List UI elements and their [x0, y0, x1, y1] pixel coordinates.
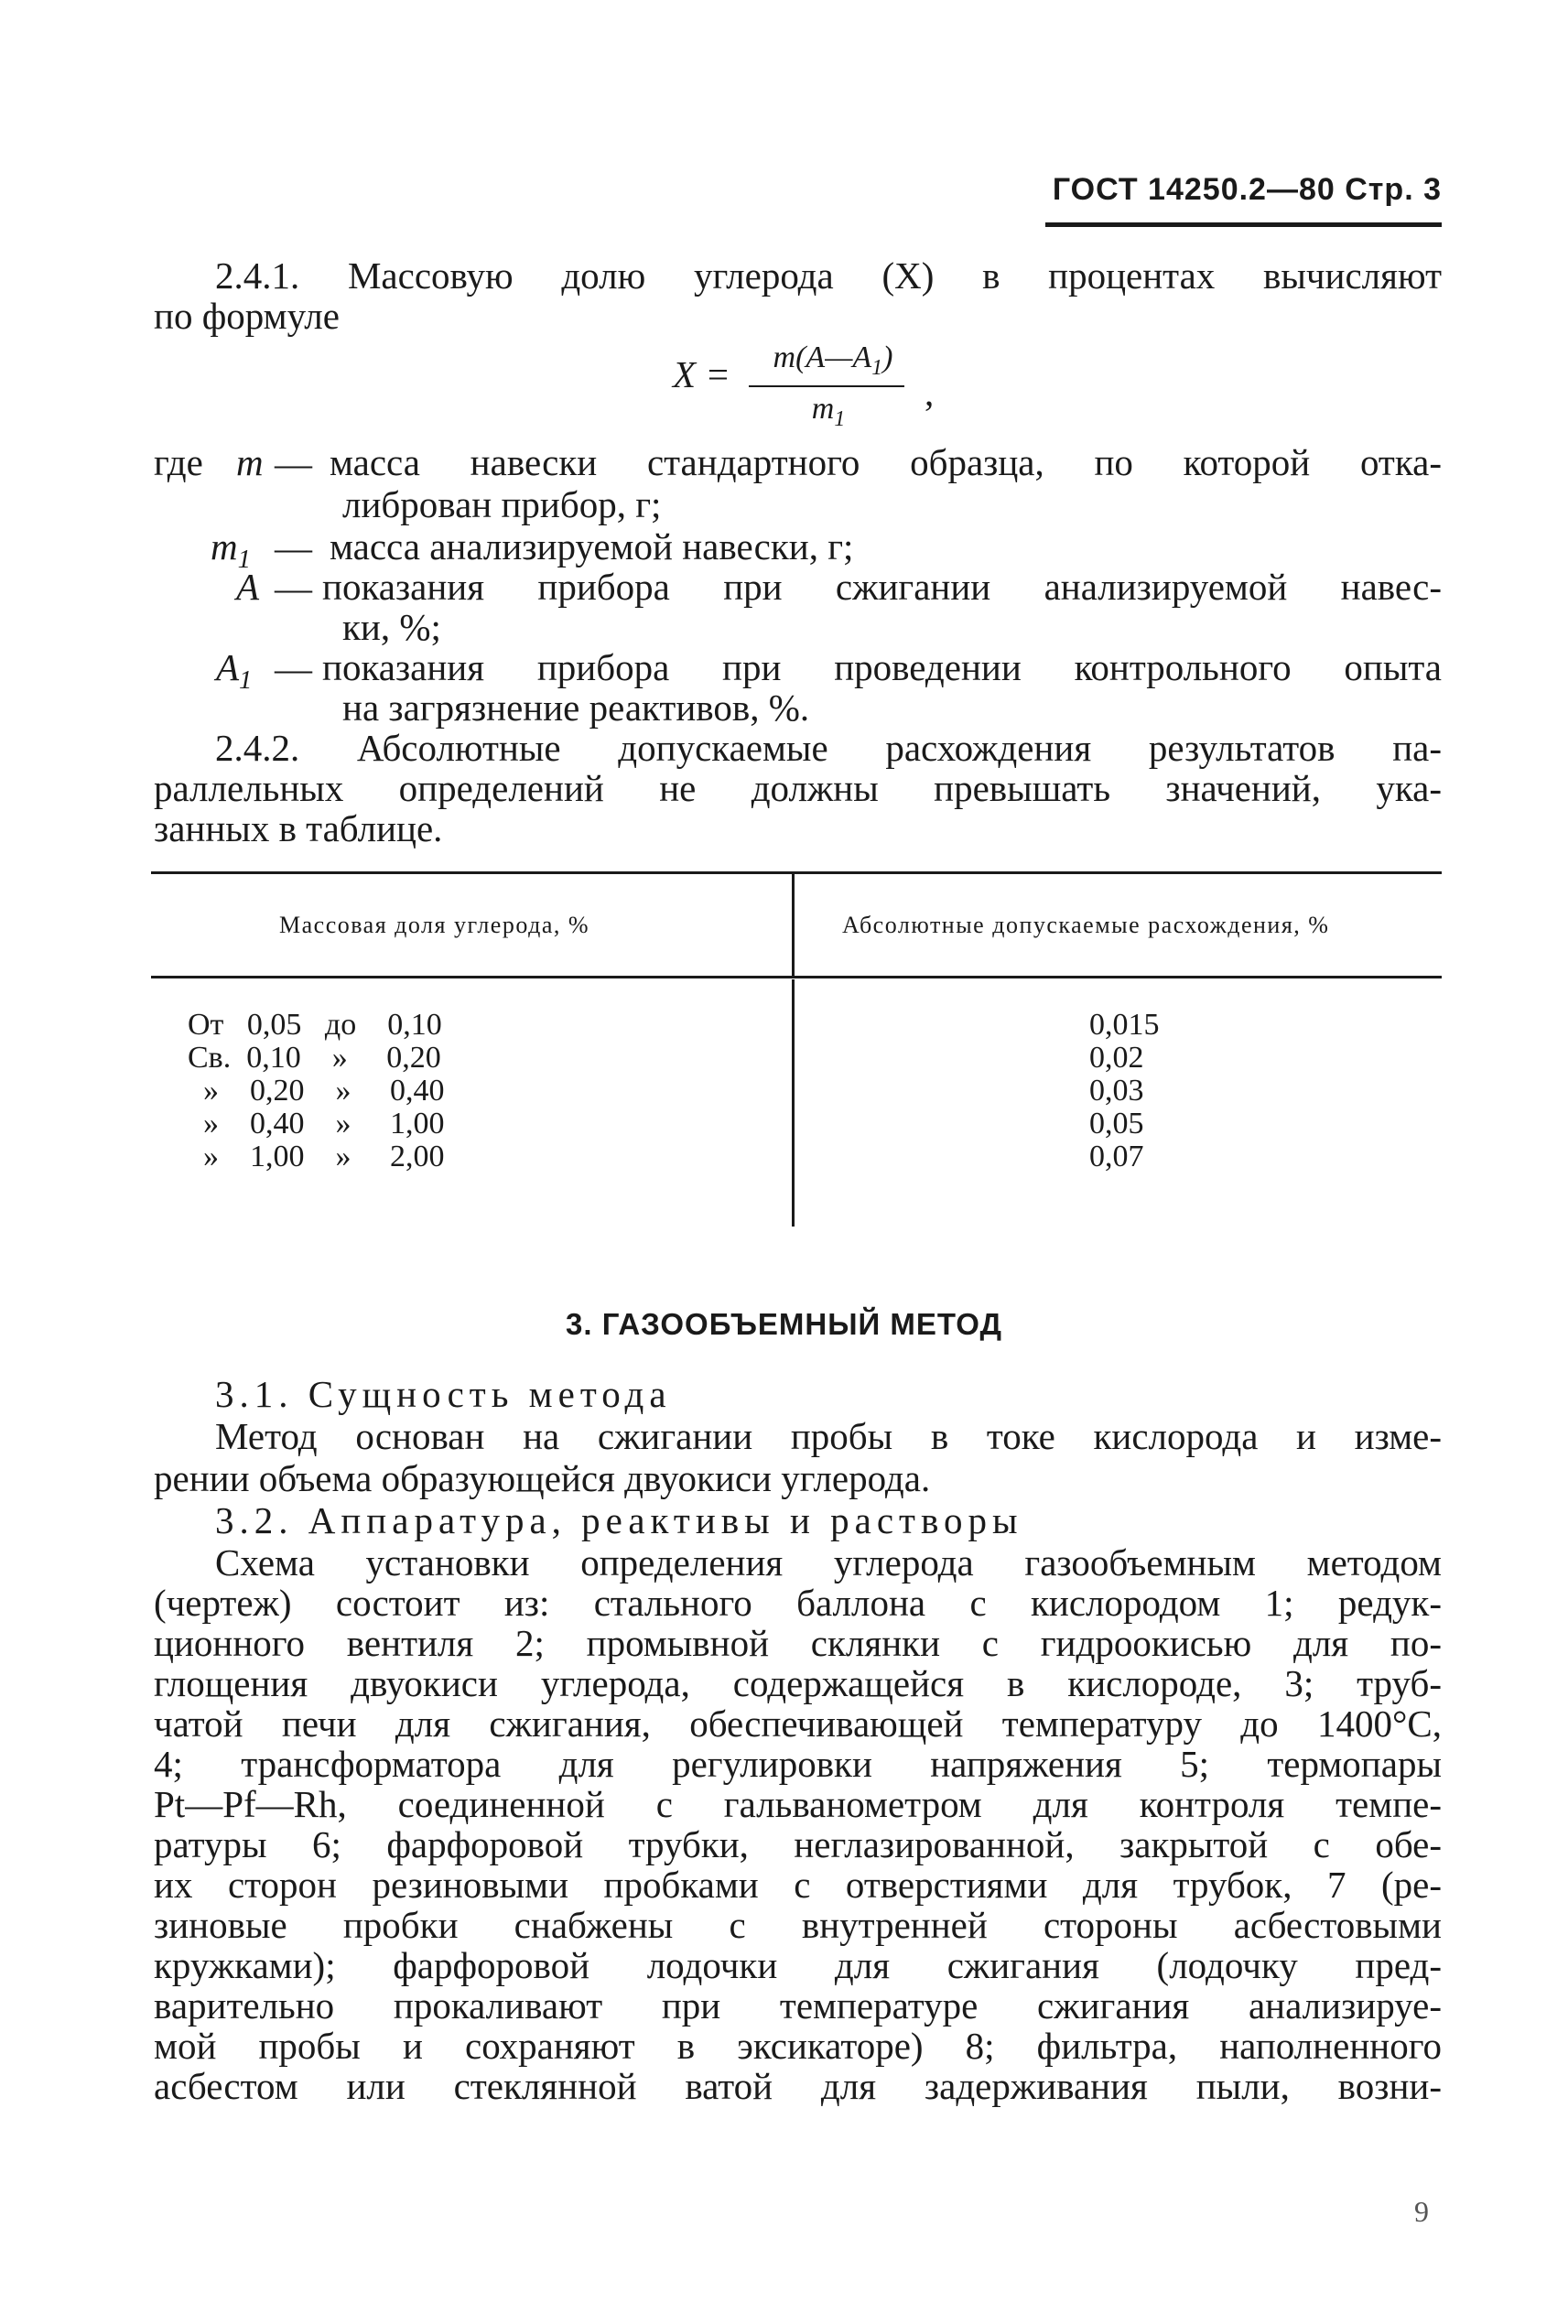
- paragraph-32-line-9: их сторон резиновыми пробками с отверстиями для трубок, 7 (ре-: [154, 1864, 1442, 1906]
- table-row-4-value: 0,05: [1089, 1107, 1144, 1140]
- table-body-divider: [792, 979, 795, 1227]
- term-a: A: [236, 566, 260, 608]
- paragraph-32-line-11: кружками); фарфоровой лодочки для сжигания (лодочку пред-: [154, 1944, 1442, 1986]
- table-row-1-range: От 0,05 до 0,10: [188, 1008, 442, 1042]
- table-row-5-value: 0,07: [1089, 1140, 1144, 1173]
- table-header-carbon: Массовая доля углерода, %: [279, 912, 590, 938]
- table-header-divider: [792, 871, 795, 976]
- paragraph-242-line-1: 2.4.2. Абсолютные допускаемые расхождения результатов па-: [215, 727, 1442, 769]
- header-rule: [1045, 222, 1442, 227]
- def-m1-line-1: масса анализируемой навески, г;: [330, 525, 854, 567]
- def-a1-line-2: на загрязнение реактивов, %.: [342, 686, 810, 729]
- def-a1-line-1: показания прибора при проведении контрольного опыта: [322, 646, 1442, 688]
- paragraph-32-line-1: Схема установки определения углерода газообъемным методом: [215, 1541, 1442, 1584]
- paragraph-32-line-13: мой пробы и сохраняют в эксикаторе) 8; фильтра, наполненного: [154, 2025, 1442, 2067]
- fraction-bar: [749, 385, 904, 387]
- table-header-tolerance: Абсолютные допускаемые расхождения, %: [842, 912, 1330, 938]
- paragraph-241-line-2: по формуле: [154, 295, 340, 337]
- paragraph-32-line-12: варительно прокаливают при температуре сжигания анализируе-: [154, 1984, 1442, 2027]
- formula-numerator: $m(A—A_1)$: [773, 340, 893, 380]
- table-row-2-range: Св. 0,10 » 0,20: [188, 1041, 441, 1075]
- dash-m1: —: [275, 526, 312, 568]
- paragraph-32-line-2: (чертеж) состоит из: стального баллона с кислородом 1; редук-: [154, 1582, 1442, 1624]
- table-row-5-range: » 1,00 » 2,00: [188, 1140, 445, 1173]
- term-m1: $m_1$: [211, 525, 251, 575]
- paragraph-32-line-10: зиновые пробки снабжены с внутренней стороны асбестовыми: [154, 1904, 1442, 1946]
- table-row-3-range: » 0,20 » 0,40: [188, 1074, 445, 1108]
- page-header: ГОСТ 14250.2—80 Стр. 3: [1052, 172, 1442, 207]
- table-row-3-value: 0,03: [1089, 1074, 1144, 1108]
- section-3-title: 3. ГАЗООБЪЕМНЫЙ МЕТОД: [566, 1307, 1002, 1341]
- where-label: где: [154, 441, 203, 483]
- table-row-2-value: 0,02: [1089, 1041, 1144, 1075]
- paragraph-32-line-4: глощения двуокиси углерода, содержащейся в кислороде, 3; труб-: [154, 1662, 1442, 1704]
- term-m: m: [236, 441, 264, 483]
- def-a-line-1: показания прибора при сжигании анализируемой навес-: [322, 566, 1442, 608]
- paragraph-32-line-5: чатой печи для сжигания, обеспечивающей температуру до 1400°С,: [154, 1702, 1442, 1745]
- paragraph-32-line-14: асбестом или стеклянной ватой для задерживания пыли, возни-: [154, 2065, 1442, 2107]
- dash-a1: —: [275, 647, 312, 689]
- def-m-line-1: масса навески стандартного образца, по которой отка-: [330, 441, 1442, 483]
- paragraph-32-line-8: ратуры 6; фарфоровой трубки, неглазированной, закрытой с обе-: [154, 1823, 1442, 1865]
- table-row-1-value: 0,015: [1089, 1008, 1160, 1042]
- dash-a: —: [275, 567, 312, 609]
- formula-lhs: X =: [673, 353, 730, 395]
- page-number: 9: [1414, 2195, 1429, 2228]
- paragraph-241-line-1: 2.4.1. Массовую долю углерода (X) в процентах вычисляют: [215, 254, 1442, 297]
- formula-denominator: $m_1$: [811, 392, 846, 431]
- term-a1: $A_1$: [216, 646, 253, 696]
- paragraph-31-line-2: рении объема образующейся двуокиси углерода.: [154, 1457, 931, 1499]
- paragraph-32-line-6: 4; трансформатора для регулировки напряжения 5; термопары: [154, 1743, 1442, 1785]
- paragraph-31-heading: 3.1. Сущность метода: [215, 1373, 672, 1415]
- table-top-rule: [151, 871, 1442, 874]
- paragraph-242-line-3: занных в таблице.: [154, 807, 443, 849]
- paragraph-32-line-7: Pt—Pf—Rh, соединенной с гальванометром для контроля темпе-: [154, 1783, 1442, 1825]
- table-row-4-range: » 0,40 » 1,00: [188, 1107, 445, 1140]
- dash-m: —: [275, 442, 312, 484]
- paragraph-32-line-3: ционного вентиля 2; промывной склянки с гидроокисью для по-: [154, 1622, 1442, 1664]
- def-a-line-2: ки, %;: [342, 606, 441, 648]
- paragraph-31-line-1: Метод основан на сжигании пробы в токе кислорода и изме-: [215, 1415, 1442, 1457]
- table-header-rule: [151, 976, 1442, 978]
- paragraph-242-line-2: раллельных определений не должны превышать значений, ука-: [154, 767, 1442, 809]
- paragraph-32-heading: 3.2. Аппаратура, реактивы и растворы: [215, 1499, 1023, 1541]
- formula-comma: ,: [925, 372, 935, 414]
- def-m-line-2: либрован прибор, г;: [342, 483, 662, 525]
